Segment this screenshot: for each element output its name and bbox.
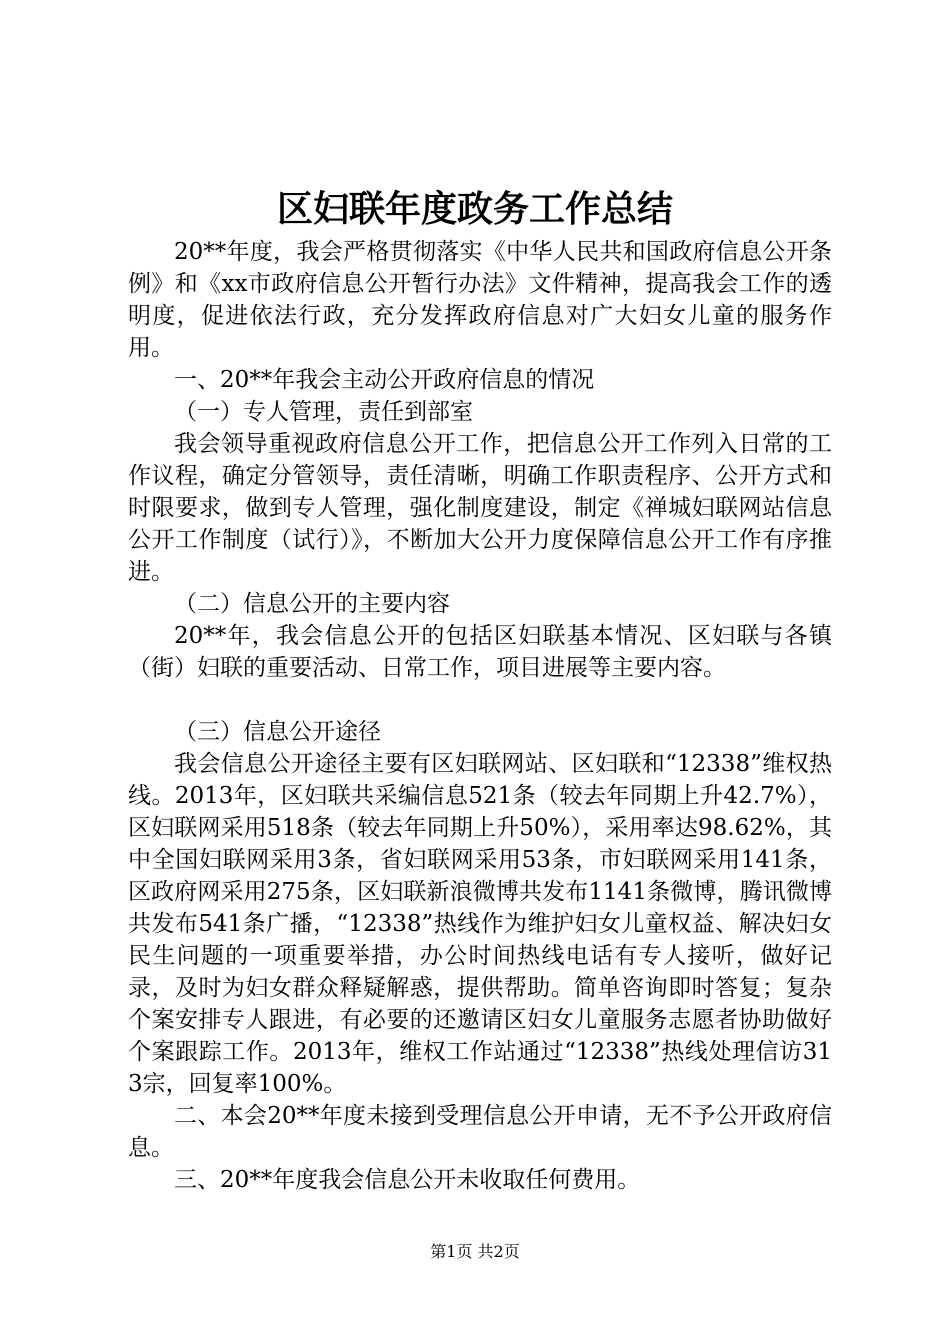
paragraph-management: 我会领导重视政府信息公开工作，把信息公开工作列入日常的工作议程，确定分管领导，责任清晰，明确工作职责程序、公开方式和时限要求，做到专人管理，强化制度建设，制定《禅城妇联网站信息公开工作制度（试行）》，不断加大公开力度保障信息公开工作有序推进。 [128, 431, 832, 585]
document-title: 区妇联年度政务工作总结 [276, 188, 673, 230]
subheading-3: （三）信息公开途径 [174, 719, 381, 745]
heading-section-1: 一、20**年我会主动公开政府信息的情况 [174, 367, 595, 393]
document-body [128, 236, 832, 1196]
paragraph-intro: 20**年度，我会严格贯彻落实《中华人民共和国政府信息公开条例》和《xx市政府信息公开暂行办法》文件精神，提高我会工作的透明度，促进依法行政，充分发挥政府信息对广大妇女儿童的服务作用。 [128, 239, 832, 361]
heading-section-3: 三、20**年度我会信息公开未收取任何费用。 [174, 1167, 641, 1193]
blank-line [128, 684, 832, 716]
paragraph-content: 20**年，我会信息公开的包括区妇联基本情况、区妇联与各镇（街）妇联的重要活动、日常工作，项目进展等主要内容。 [128, 623, 832, 681]
paragraph-channels: 我会信息公开途径主要有区妇联网站、区妇联和“12338”维权热线。2013年，区妇联共采编信息521条（较去年同期上升42.7%），区妇联网采用518条（较去年同期上升50%），采用率达98.62%，其中全国妇联网采用3条，省妇联网采用53条，市妇联网采用141条，区政府网采用275条，区妇联新浪微博共发布1141条微博，腾讯微博共发布541条广播，“12338”热线作为维护妇女儿童权益、解决妇女民生问题的一项重要举措，办公时间热线电话有专人接听，做好记录，及时为妇女群众释疑解惑，提供帮助。简单咨询即时答复；复杂个案安排专人跟进，有必要的还邀请区妇女儿童服务志愿者协助做好个案跟踪工作。2013年，维权工作站通过“12338”热线处理信访313宗，回复率100%。 [128, 751, 832, 1097]
subheading-1: （一）专人管理，责任到部室 [174, 399, 473, 425]
heading-section-2: 二、本会20**年度未接到受理信息公开申请，无不予公开政府信息。 [128, 1103, 832, 1161]
subheading-2: （二）信息公开的主要内容 [174, 591, 450, 617]
page-footer: 第1页 共2页 [430, 1242, 520, 1261]
